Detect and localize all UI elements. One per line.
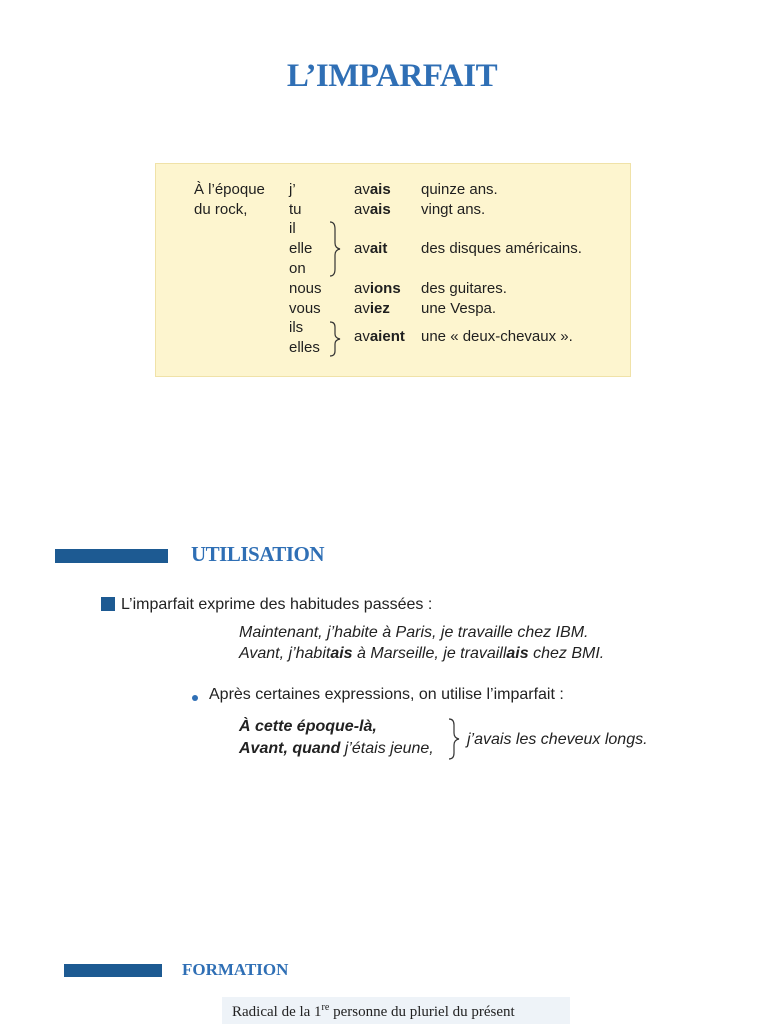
complement-4: des guitares. — [421, 280, 507, 297]
intro-line-2: du rock, — [194, 201, 248, 218]
pronoun-on: on — [289, 260, 306, 277]
utilisation-point-2: Après certaines expressions, on utilise l’imparfait : — [209, 686, 564, 703]
verb-avaient: avaient — [354, 328, 405, 345]
example-1-line-2: Avant, j’habitais à Marseille, je travaillais chez BMI. — [239, 645, 605, 662]
verb-avions: avions — [354, 280, 401, 297]
round-bullet-icon — [192, 695, 198, 701]
verb-avais-2: avais — [354, 201, 391, 218]
intro-line-1: À l’époque — [194, 181, 265, 198]
square-bullet-icon — [101, 597, 115, 611]
example-1-line-1: Maintenant, j’habite à Paris, je travaille chez IBM. — [239, 624, 589, 641]
complement-5: une Vespa. — [421, 300, 497, 317]
verb-avait: avait — [354, 240, 388, 257]
complement-6: une « deux-chevaux ». — [421, 328, 573, 345]
radical-text: Radical de la 1re personne du pluriel du présent — [232, 1002, 515, 1020]
section-heading-formation: FORMATION — [182, 960, 289, 979]
pronoun-ils: ils — [289, 319, 304, 336]
page-title: L’IMPARFAIT — [286, 58, 498, 94]
pronoun-il: il — [289, 220, 296, 237]
example-2-result: j’avais les cheveux longs. — [467, 731, 648, 748]
brace-icon — [328, 321, 342, 357]
brace-icon — [328, 221, 342, 277]
example-2-line-1: À cette époque-là, — [239, 718, 377, 735]
pronoun-tu: tu — [289, 201, 302, 218]
section-heading-utilisation: UTILISATION — [191, 542, 324, 566]
complement-2: vingt ans. — [421, 201, 486, 218]
example-2-line-2: Avant, quand j’étais jeune, — [239, 740, 434, 757]
complement-3: des disques américains. — [421, 240, 582, 257]
pronoun-vous: vous — [289, 300, 321, 317]
utilisation-point-1: L’imparfait exprime des habitudes passées : — [121, 596, 433, 613]
pronoun-je: j’ — [289, 181, 296, 198]
pronoun-elles: elles — [289, 339, 320, 356]
complement-1: quinze ans. — [421, 181, 498, 198]
section-bar-utilisation — [55, 549, 168, 563]
section-bar-formation — [64, 964, 162, 977]
verb-aviez: aviez — [354, 300, 390, 317]
pronoun-nous: nous — [289, 280, 322, 297]
verb-avais-1: avais — [354, 181, 391, 198]
pronoun-elle: elle — [289, 240, 313, 257]
brace-icon — [447, 718, 461, 760]
